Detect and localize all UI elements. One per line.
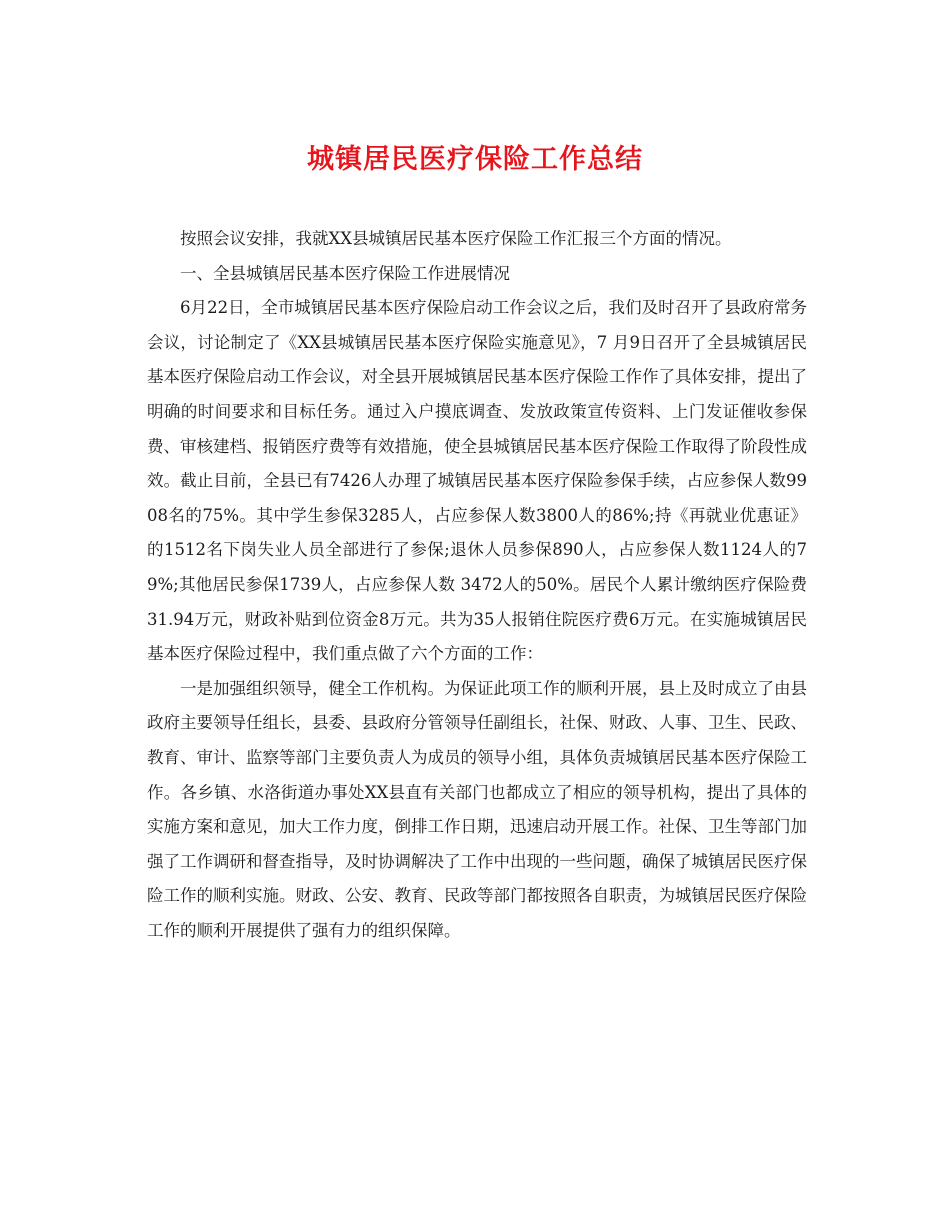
section-heading: 一、全县城镇居民基本医疗保险工作进展情况 bbox=[180, 263, 510, 283]
intro-paragraph: 按照会议安排，我就XX县城镇居民基本医疗保险工作汇报三个方面的情况。 bbox=[180, 229, 732, 248]
progress-paragraph: 6月22日，全市城镇居民基本医疗保险启动工作会议之后，我们及时召开了县政府常务会议，讨论制定了《XX县城镇居民基本医疗保险实施意见》，7 月9日召开了全县城镇居民基本医疗保险启动工作会议，对全县开展城镇居民基本医疗保险工作作了具体安排，提出了明确的时间要求和目标任务。通过入户摸底调查、发放政策宣传资料、上门发证催收参保费、审核建档、报销医疗费等有效措施，使全县城镇居民基本医疗保险工作取得了阶段性成效。截止目前，全县已有7426人办理了城镇居民基本医疗保险参保手续，占应参保人数9908名的75%。其中学生参保3285人，占应参保人数3800人的86%;持《再就业优惠证》的1512名下岗失业人员全部进行了参保;退休人员参保890人，占应参保人数1124人的79%;其他居民参保1739人，占应参保人数 3472人的50%。居民个人累计缴纳医疗保险费31.94万元，财政补贴到位资金8万元。共为35人报销住院医疗费6万元。在实施城镇居民基本医疗保险过程中，我们重点做了六个方面的工作： bbox=[147, 298, 807, 664]
leadership-paragraph: 一是加强组织领导，健全工作机构。为保证此项工作的顺利开展，县上及时成立了由县政府主要领导任组长，县委、县政府分管领导任副组长，社保、财政、人事、卫生、民政、教育、审计、监察等部门主要负责人为成员的领导小组，具体负责城镇居民基本医疗保险工作。各乡镇、水洛街道办事处XX县直有关部门也都成立了相应的领导机构，提出了具体的实施方案和意见，加大工作力度，倒排工作日期，迅速启动开展工作。社保、卫生等部门加强了工作调研和督查指导，及时协调解决了工作中出现的一些问题，确保了城镇居民医疗保险工作的顺利实施。财政、公安、教育、民政等部门都按照各自职责，为城镇居民医疗保险工作的顺利开展提供了强有力的组织保障。 bbox=[147, 678, 807, 940]
document-title: 城镇居民医疗保险工作总结 bbox=[307, 144, 643, 175]
document-body bbox=[147, 222, 807, 948]
